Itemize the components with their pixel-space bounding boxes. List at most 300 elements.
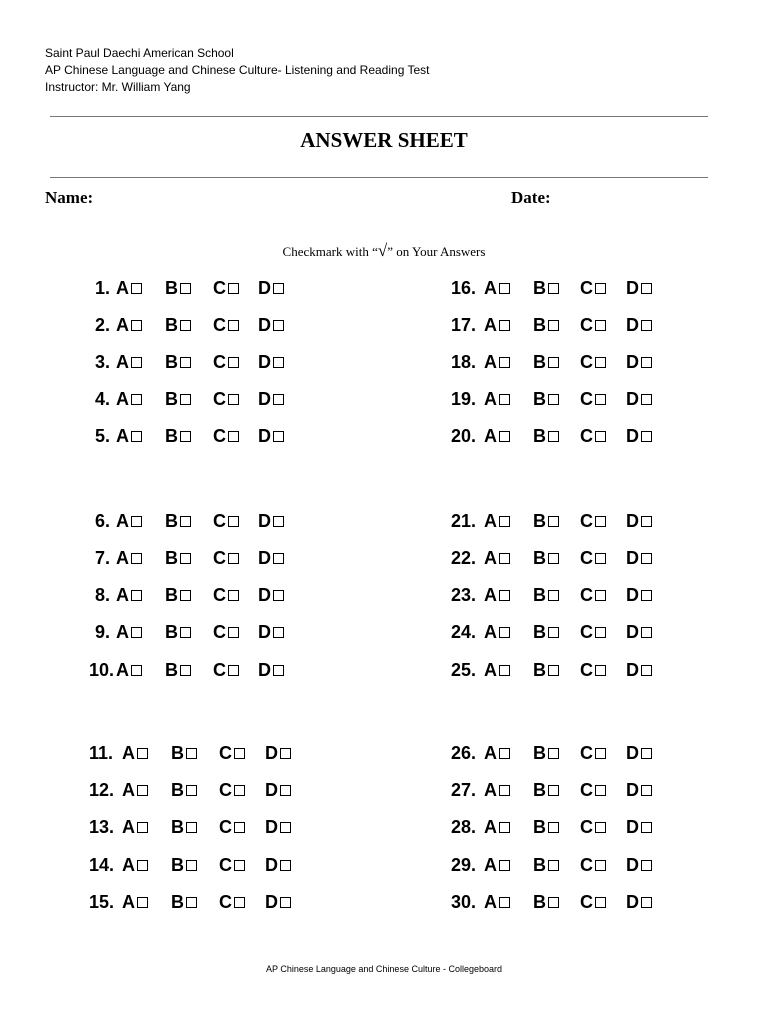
option-letter: D [626,426,639,446]
checkbox-icon[interactable] [228,627,239,638]
answer-option-c[interactable] [580,508,606,534]
answer-option-b[interactable] [171,777,197,803]
answer-option-d[interactable] [258,508,284,534]
checkbox-icon[interactable] [131,665,142,676]
checkbox-icon[interactable] [641,394,652,405]
answer-option-c[interactable] [580,852,606,878]
answer-option-c[interactable] [580,657,606,683]
answer-option-b[interactable] [171,814,197,840]
answer-option-d[interactable] [258,657,284,683]
checkbox-icon[interactable] [595,320,606,331]
checkbox-icon[interactable] [186,748,197,759]
checkbox-icon[interactable] [641,553,652,564]
answer-option-b[interactable] [165,386,191,412]
answer-option-b[interactable] [533,777,559,803]
answer-option-d[interactable] [626,889,652,915]
answer-option-b[interactable] [533,349,559,375]
option-letter: D [265,855,278,875]
checkbox-icon[interactable] [548,822,559,833]
checkbox-icon[interactable] [186,860,197,871]
answer-option-b[interactable] [165,545,191,571]
page-title: ANSWER SHEET [300,128,468,152]
option-letter: C [580,855,593,875]
answer-option-a[interactable] [116,508,142,534]
question-number: 17. [451,315,477,335]
checkbox-icon[interactable] [180,590,191,601]
checkbox-icon[interactable] [641,320,652,331]
checkbox-icon[interactable] [641,431,652,442]
checkbox-icon[interactable] [131,590,142,601]
answer-option-b[interactable] [533,852,559,878]
answer-option-d[interactable] [626,349,652,375]
checkbox-icon[interactable] [228,590,239,601]
checkbox-icon[interactable] [641,516,652,527]
answer-option-c[interactable] [213,312,239,338]
checkbox-icon[interactable] [273,357,284,368]
option-letter: C [213,548,226,568]
answer-option-c[interactable] [213,619,239,645]
answer-option-b[interactable] [165,423,191,449]
checkbox-icon[interactable] [228,553,239,564]
answer-option-b[interactable] [165,657,191,683]
answer-option-d[interactable] [626,386,652,412]
checkbox-icon[interactable] [499,748,510,759]
answer-option-c[interactable] [213,349,239,375]
answer-option-b[interactable] [533,423,559,449]
option-letter: C [580,817,593,837]
option-letter: B [171,780,184,800]
answer-option-c[interactable] [219,740,245,766]
checkbox-icon[interactable] [234,860,245,871]
checkbox-icon[interactable] [548,553,559,564]
answer-option-c[interactable] [580,777,606,803]
checkbox-icon[interactable] [641,897,652,908]
answer-option-d[interactable] [258,386,284,412]
answer-option-a[interactable] [122,777,148,803]
answer-option-c[interactable] [580,312,606,338]
answer-option-a[interactable] [116,349,142,375]
footer-text: AP Chinese Language and Chinese Culture - Collegeboard [266,964,502,974]
answer-option-b[interactable] [165,275,191,301]
option-letter: B [165,622,178,642]
answer-option-c[interactable] [213,386,239,412]
option-letter: A [116,389,129,409]
option-letter: D [626,660,639,680]
checkbox-icon[interactable] [131,283,142,294]
answer-option-b[interactable] [533,386,559,412]
checkbox-icon[interactable] [186,897,197,908]
checkbox-icon[interactable] [273,320,284,331]
checkbox-icon[interactable] [595,357,606,368]
answer-option-a[interactable] [116,423,142,449]
answer-option-a[interactable] [122,852,148,878]
checkbox-icon[interactable] [641,627,652,638]
option-letter: D [265,780,278,800]
option-letter: B [171,743,184,763]
top-divider [50,116,708,117]
option-letter: A [116,315,129,335]
answer-option-b[interactable] [533,657,559,683]
checkbox-icon[interactable] [137,785,148,796]
answer-option-d[interactable] [265,740,291,766]
answer-option-d[interactable] [626,508,652,534]
instruction-after: ” on Your Answers [387,244,486,259]
checkbox-icon[interactable] [548,516,559,527]
checkbox-icon[interactable] [548,283,559,294]
option-letter: D [626,743,639,763]
option-letter: A [122,780,135,800]
answer-option-c[interactable] [219,889,245,915]
checkbox-icon[interactable] [228,516,239,527]
answer-option-b[interactable] [165,582,191,608]
answer-option-a[interactable] [484,814,510,840]
answer-option-d[interactable] [265,852,291,878]
answer-option-b[interactable] [533,740,559,766]
checkbox-icon[interactable] [131,627,142,638]
checkbox-icon[interactable] [234,748,245,759]
checkbox-icon[interactable] [499,553,510,564]
answer-option-b[interactable] [165,312,191,338]
checkbox-icon[interactable] [548,748,559,759]
option-letter: B [165,389,178,409]
answer-option-a[interactable] [122,889,148,915]
checkbox-icon[interactable] [137,748,148,759]
checkbox-icon[interactable] [273,665,284,676]
question-number: 26. [451,743,477,763]
answer-option-d[interactable] [265,814,291,840]
answer-option-d[interactable] [258,312,284,338]
checkbox-icon[interactable] [595,553,606,564]
checkbox-icon[interactable] [228,320,239,331]
option-letter: B [533,511,546,531]
checkbox-icon[interactable] [499,785,510,796]
answer-option-c[interactable] [580,814,606,840]
question-number: 6. [95,511,111,531]
checkbox-icon[interactable] [499,860,510,871]
option-letter: D [258,278,271,298]
option-letter: A [484,511,497,531]
answer-option-d[interactable] [258,275,284,301]
checkbox-icon[interactable] [548,320,559,331]
answer-option-a[interactable] [484,349,510,375]
checkbox-icon[interactable] [137,897,148,908]
option-letter: D [626,389,639,409]
answer-option-a[interactable] [484,740,510,766]
answer-option-c[interactable] [213,508,239,534]
answer-option-b[interactable] [533,619,559,645]
answer-option-c[interactable] [219,814,245,840]
checkbox-icon[interactable] [137,822,148,833]
answer-option-c[interactable] [580,386,606,412]
checkbox-icon[interactable] [595,897,606,908]
checkbox-icon[interactable] [548,897,559,908]
checkbox-icon[interactable] [273,431,284,442]
answer-option-d[interactable] [626,814,652,840]
checkbox-icon[interactable] [548,665,559,676]
checkbox-icon[interactable] [548,357,559,368]
checkbox-icon[interactable] [595,822,606,833]
answer-option-d[interactable] [258,423,284,449]
answer-option-c[interactable] [580,349,606,375]
checkbox-icon[interactable] [641,785,652,796]
answer-option-c[interactable] [580,582,606,608]
checkbox-icon[interactable] [280,785,291,796]
answer-option-d[interactable] [626,423,652,449]
option-letter: B [533,315,546,335]
checkbox-icon[interactable] [234,897,245,908]
question-number: 16. [451,278,477,298]
answer-option-a[interactable] [116,582,142,608]
option-letter: A [116,548,129,568]
option-letter: B [533,743,546,763]
option-letter: D [258,585,271,605]
option-letter: B [165,511,178,531]
checkbox-icon[interactable] [180,431,191,442]
answer-option-b[interactable] [533,275,559,301]
answer-option-b[interactable] [165,349,191,375]
checkbox-icon[interactable] [595,516,606,527]
checkbox-icon[interactable] [280,897,291,908]
answer-option-b[interactable] [171,889,197,915]
answer-option-b[interactable] [165,619,191,645]
answer-option-b[interactable] [533,814,559,840]
answer-option-c[interactable] [580,423,606,449]
option-letter: A [116,660,129,680]
checkbox-icon[interactable] [228,431,239,442]
answer-option-a[interactable] [484,582,510,608]
school-name: Saint Paul Daechi American School [45,46,234,60]
option-letter: C [219,817,232,837]
checkbox-icon[interactable] [180,394,191,405]
checkbox-icon[interactable] [273,553,284,564]
option-letter: B [165,315,178,335]
option-letter: C [219,743,232,763]
checkbox-icon[interactable] [186,822,197,833]
checkbox-icon[interactable] [131,516,142,527]
checkbox-icon[interactable] [228,357,239,368]
answer-option-a[interactable] [484,386,510,412]
checkbox-icon[interactable] [234,785,245,796]
checkbox-icon[interactable] [273,516,284,527]
checkbox-icon[interactable] [595,283,606,294]
answer-option-a[interactable] [484,657,510,683]
checkbox-icon[interactable] [548,394,559,405]
checkbox-icon[interactable] [131,320,142,331]
answer-option-a[interactable] [122,814,148,840]
option-letter: C [219,892,232,912]
checkbox-icon[interactable] [499,897,510,908]
checkbox-icon[interactable] [548,431,559,442]
option-letter: D [265,817,278,837]
answer-option-d[interactable] [626,777,652,803]
checkbox-icon[interactable] [595,394,606,405]
option-letter: D [265,743,278,763]
option-letter: A [484,278,497,298]
date-label: Date: [511,188,551,207]
answer-option-a[interactable] [484,777,510,803]
checkbox-icon[interactable] [641,748,652,759]
checkbox-icon[interactable] [499,357,510,368]
question-number: 1. [95,278,111,298]
question-number: 15. [89,892,115,912]
answer-option-d[interactable] [265,777,291,803]
answer-option-d[interactable] [626,312,652,338]
answer-option-d[interactable] [258,545,284,571]
checkbox-icon[interactable] [499,394,510,405]
option-letter: C [219,855,232,875]
checkbox-icon[interactable] [273,590,284,601]
question-number: 3. [95,352,111,372]
option-letter: A [484,389,497,409]
option-letter: A [484,817,497,837]
checkbox-icon[interactable] [228,283,239,294]
checkbox-icon[interactable] [595,860,606,871]
checkbox-icon[interactable] [641,590,652,601]
option-letter: C [213,585,226,605]
answer-option-a[interactable] [116,275,142,301]
answer-option-c[interactable] [580,619,606,645]
checkbox-icon[interactable] [595,785,606,796]
checkbox-icon[interactable] [499,590,510,601]
answer-option-b[interactable] [533,312,559,338]
checkbox-icon[interactable] [234,822,245,833]
answer-option-a[interactable] [116,619,142,645]
option-letter: D [626,855,639,875]
answer-option-a[interactable] [484,619,510,645]
answer-option-c[interactable] [219,852,245,878]
checkbox-icon[interactable] [180,357,191,368]
answer-option-b[interactable] [533,545,559,571]
answer-option-d[interactable] [626,740,652,766]
question-number: 19. [451,389,477,409]
answer-option-a[interactable] [116,545,142,571]
checkbox-icon[interactable] [180,553,191,564]
checkbox-icon[interactable] [499,320,510,331]
answer-option-d[interactable] [626,275,652,301]
checkbox-icon[interactable] [273,283,284,294]
answer-option-a[interactable] [484,312,510,338]
answer-option-c[interactable] [213,423,239,449]
answer-option-b[interactable] [171,740,197,766]
checkbox-icon[interactable] [131,553,142,564]
answer-option-b[interactable] [533,889,559,915]
answer-option-b[interactable] [165,508,191,534]
checkbox-icon[interactable] [595,748,606,759]
answer-option-a[interactable] [484,423,510,449]
answer-option-b[interactable] [533,508,559,534]
checkbox-icon[interactable] [499,822,510,833]
option-letter: C [580,426,593,446]
checkbox-icon[interactable] [280,822,291,833]
checkbox-icon[interactable] [228,394,239,405]
checkbox-icon[interactable] [499,665,510,676]
answer-option-a[interactable] [484,852,510,878]
answer-option-d[interactable] [626,852,652,878]
checkbox-icon[interactable] [499,516,510,527]
answer-option-b[interactable] [533,582,559,608]
option-letter: D [258,622,271,642]
checkbox-icon[interactable] [131,431,142,442]
checkbox-icon[interactable] [548,627,559,638]
checkbox-icon[interactable] [641,860,652,871]
checkbox-icon[interactable] [499,431,510,442]
answer-option-c[interactable] [580,740,606,766]
checkbox-icon[interactable] [180,320,191,331]
checkbox-icon[interactable] [280,860,291,871]
checkbox-icon[interactable] [186,785,197,796]
answer-option-d[interactable] [626,657,652,683]
answer-option-b[interactable] [171,852,197,878]
checkbox-icon[interactable] [595,627,606,638]
checkbox-icon[interactable] [499,627,510,638]
option-letter: B [533,660,546,680]
answer-option-a[interactable] [116,312,142,338]
answer-option-c[interactable] [580,275,606,301]
option-letter: C [213,389,226,409]
answer-option-a[interactable] [122,740,148,766]
checkbox-icon[interactable] [228,665,239,676]
answer-option-c[interactable] [580,545,606,571]
option-letter: B [165,278,178,298]
checkbox-icon[interactable] [137,860,148,871]
checkbox-icon[interactable] [641,822,652,833]
checkbox-icon[interactable] [280,748,291,759]
answer-option-d[interactable] [626,582,652,608]
answer-option-a[interactable] [484,545,510,571]
checkbox-icon[interactable] [180,283,191,294]
answer-option-d[interactable] [626,545,652,571]
option-letter: A [484,352,497,372]
checkbox-icon[interactable] [273,394,284,405]
checkbox-icon[interactable] [595,431,606,442]
answer-option-c[interactable] [219,777,245,803]
question-number: 29. [451,855,477,875]
answer-option-a[interactable] [116,386,142,412]
checkbox-icon[interactable] [595,665,606,676]
checkbox-icon[interactable] [131,394,142,405]
answer-option-c[interactable] [213,582,239,608]
checkbox-icon[interactable] [548,860,559,871]
answer-option-c[interactable] [213,275,239,301]
answer-option-a[interactable] [484,889,510,915]
answer-option-c[interactable] [580,889,606,915]
answer-option-d[interactable] [626,619,652,645]
answer-option-a[interactable] [116,657,142,683]
answer-option-a[interactable] [484,275,510,301]
answer-option-d[interactable] [265,889,291,915]
checkbox-icon[interactable] [131,357,142,368]
checkbox-icon[interactable] [180,516,191,527]
checkbox-icon[interactable] [499,283,510,294]
checkbox-icon[interactable] [180,665,191,676]
option-letter: B [533,855,546,875]
checkbox-icon[interactable] [641,665,652,676]
answer-option-a[interactable] [484,508,510,534]
checkbox-icon[interactable] [273,627,284,638]
answer-option-d[interactable] [258,619,284,645]
checkbox-icon[interactable] [548,590,559,601]
answer-option-c[interactable] [213,545,239,571]
answer-option-c[interactable] [213,657,239,683]
checkbox-icon[interactable] [641,283,652,294]
answer-option-d[interactable] [258,349,284,375]
answer-option-d[interactable] [258,582,284,608]
checkbox-icon[interactable] [180,627,191,638]
checkbox-icon[interactable] [641,357,652,368]
checkbox-icon[interactable] [595,590,606,601]
checkbox-icon[interactable] [548,785,559,796]
option-letter: C [580,315,593,335]
